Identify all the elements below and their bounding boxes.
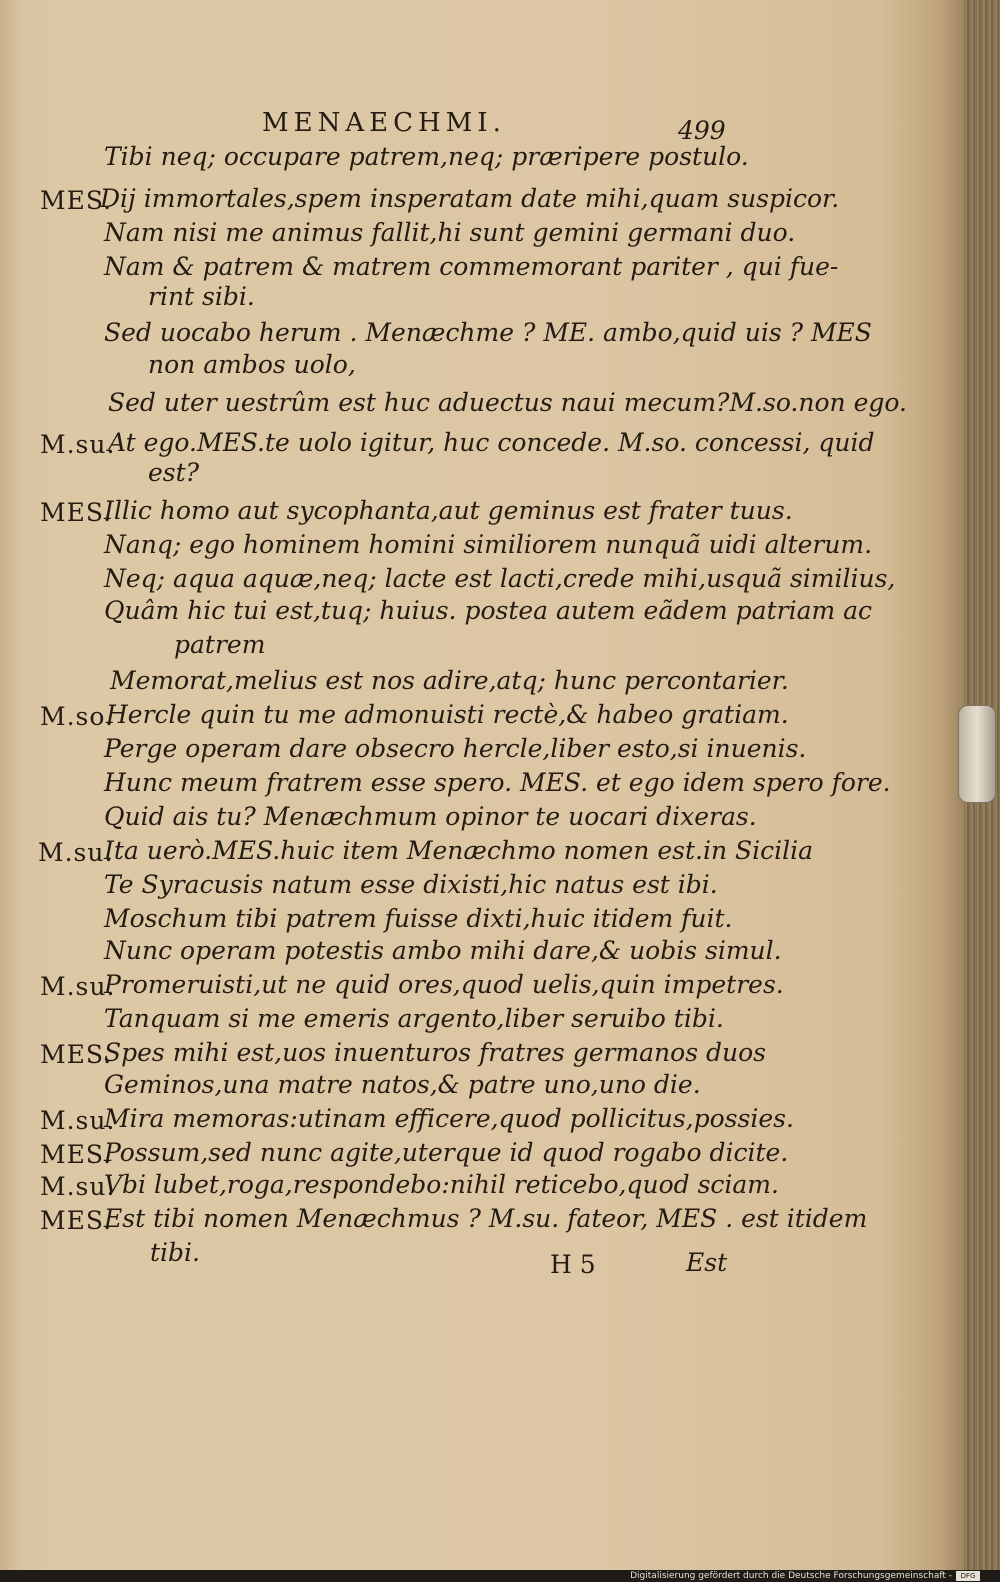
verse-line: Spes mihi est,uos inuenturos fratres germanos duos <box>104 1038 766 1067</box>
book-clasp <box>958 705 996 803</box>
verse-line: Illic homo aut sycophanta,aut geminus est frater tuus. <box>104 496 793 525</box>
speaker-label: M.su. <box>40 972 116 1001</box>
verse-line: Geminos,una matre natos,& patre uno,uno die. <box>104 1070 701 1099</box>
running-title: MENAECHMI. <box>262 108 506 138</box>
verse-line: Possum,sed nunc agite,uterque id quod rogabo dicite. <box>104 1138 789 1167</box>
page-number: 499 <box>678 116 726 145</box>
verse-line: non ambos uolo, <box>148 350 356 379</box>
speaker-label: MES. <box>40 1206 113 1235</box>
verse-line: Te Syracusis natum esse dixisti,hic natus est ibi. <box>104 870 718 899</box>
catchword: Est <box>686 1248 728 1277</box>
verse-line: rint sibi. <box>148 282 255 311</box>
verse-line: Dij immortales,spem insperatam date mihi,quam suspicor. <box>100 184 840 213</box>
verse-line: Vbi lubet,roga,respondebo:nihil reticebo,quod sciam. <box>104 1170 779 1199</box>
verse-line: Tanquam si me emeris argento,liber seruibo tibi. <box>104 1004 724 1033</box>
verse-line: Sed uocabo herum . Menæchme ? ME. ambo,quid uis ? MES <box>104 318 872 347</box>
verse-line: patrem <box>174 630 266 659</box>
verse-line: Mira memoras:utinam efficere,quod pollicitus,possies. <box>104 1104 794 1133</box>
verse-line: Sed uter uestrûm est huc aduectus naui mecum?M.so.non ego. <box>108 388 907 417</box>
speaker-label: M.so. <box>40 702 114 731</box>
verse-line: Nam nisi me animus fallit,hi sunt gemini germani duo. <box>104 218 796 247</box>
speaker-label: MES. <box>40 186 113 215</box>
verse-line: Hercle quin tu me admonuisti rectè,& habeo gratiam. <box>106 700 789 729</box>
verse-line: Quâm hic tui est,tuq; huius. postea autem eãdem patriam ac <box>104 596 873 625</box>
verse-line: Memorat,melius est nos adire,atq; hunc percontarier. <box>110 666 789 695</box>
verse-line: Promeruisti,ut ne quid ores,quod uelis,quin impetres. <box>104 970 784 999</box>
verse-line: Tibi neq; occupare patrem,neq; præripere postulo. <box>104 142 749 171</box>
speaker-label: MES. <box>40 1040 113 1069</box>
verse-line: Nam & patrem & matrem commemorant pariter , qui fue- <box>104 252 839 281</box>
digitization-credit: Digitalisierung gefördert durch die Deutsche Forschungsgemeinschaft - <box>630 1571 952 1581</box>
speaker-label: MES. <box>40 1140 113 1169</box>
verse-line: Neq; aqua aquæ,neq; lacte est lacti,crede mihi,usquã similius, <box>104 564 896 593</box>
verse-line: Ita uerò.MES.huic item Menæchmo nomen est.in Sicilia <box>104 836 814 865</box>
speaker-label: M.su. <box>40 1106 116 1135</box>
verse-line: At ego.MES.te uolo igitur, huc concede. M.so. concessi, quid <box>108 428 875 457</box>
verse-line: Nunc operam potestis ambo mihi dare,& uobis simul. <box>104 936 782 965</box>
speaker-label: M.su. <box>38 838 114 867</box>
signature-mark: H 5 <box>550 1250 596 1279</box>
speaker-label: MES. <box>40 498 113 527</box>
verse-line: Nanq; ego hominem homini similiorem nunquã uidi alterum. <box>104 530 873 559</box>
verse-line: Perge operam dare obsecro hercle,liber esto,si inuenis. <box>104 734 807 763</box>
verse-line: Quid ais tu? Menæchmum opinor te uocari dixeras. <box>104 802 757 831</box>
speaker-label: M.su. <box>40 1172 116 1201</box>
verse-line: Moschum tibi patrem fuisse dixti,huic itidem fuit. <box>104 904 733 933</box>
verse-line: Hunc meum fratrem esse spero. MES. et ego idem spero fore. <box>104 768 891 797</box>
dfg-logo: DFG <box>956 1571 980 1581</box>
verse-line: est? <box>148 458 200 487</box>
speaker-label: M.su. <box>40 430 116 459</box>
verse-line: tibi. <box>150 1238 200 1267</box>
verse-line: Est tibi nomen Menæchmus ? M.su. fateor, MES . est itidem <box>104 1204 868 1233</box>
